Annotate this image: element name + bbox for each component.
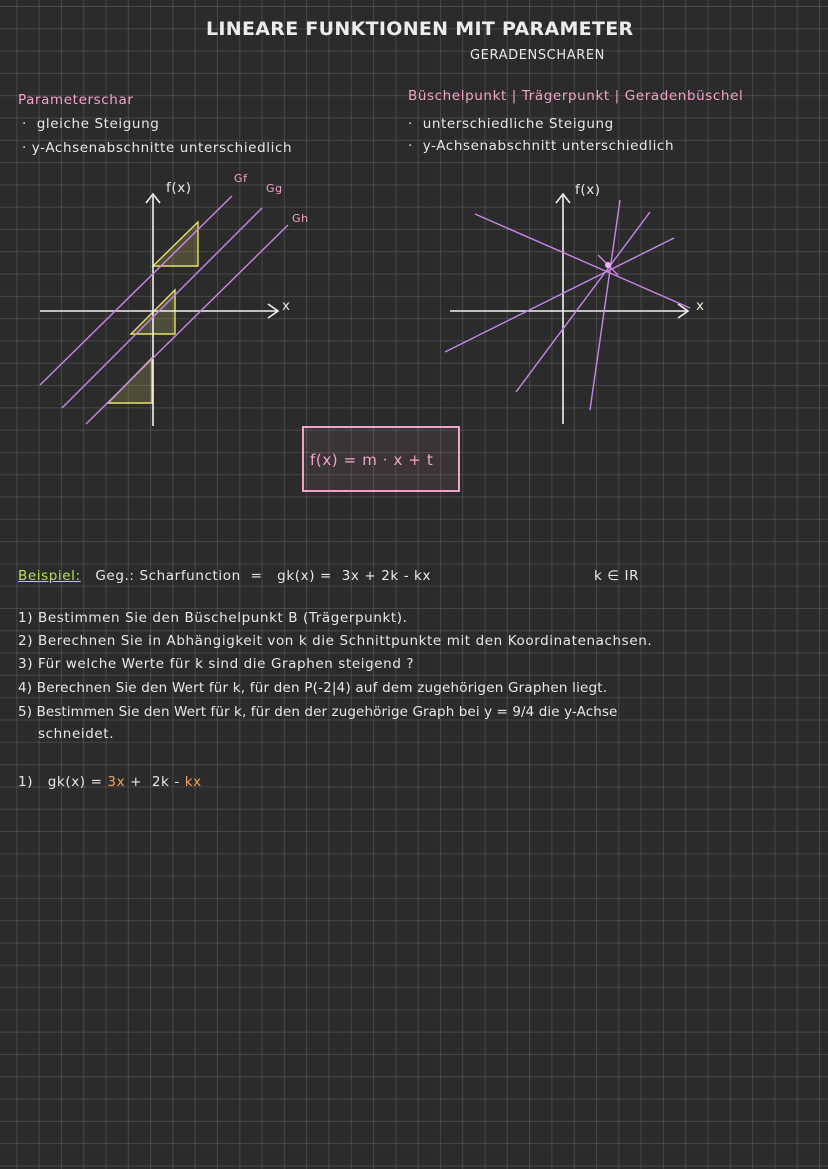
left-x-axis-label: x [282, 298, 291, 314]
heading-separator: | [511, 88, 517, 104]
example-function-lhs: gk(x) [277, 568, 316, 584]
task-number: 1) [18, 610, 34, 626]
bueschelpunkt-marker [605, 262, 611, 268]
right-bullet-1-text: unterschiedliche Steigung [422, 116, 614, 132]
example-label: Beispiel: [18, 568, 81, 584]
example-domain: k ∈ IR [594, 568, 640, 584]
example-function-rhs: 3x + 2k - kx [341, 568, 432, 584]
formula-lhs: f(x) [310, 451, 339, 469]
solution-minus: - [174, 774, 180, 790]
task-3 [18, 656, 414, 672]
left-y-axis-label: f(x) [166, 180, 192, 196]
left-heading: Parameterschar [18, 92, 134, 108]
task-4 [18, 680, 607, 696]
label-gg: Gg [266, 182, 283, 195]
pencil-line-4 [590, 200, 620, 410]
heading-bueschelpunkt: Büschelpunkt [408, 88, 507, 104]
page-title: LINEARE FUNKTIONEN MIT PARAMETER [206, 18, 634, 40]
task-number: 3) [18, 656, 34, 672]
example-given: Geg.: Scharfunction [95, 568, 241, 584]
heading-traegerpunkt: Trägerpunkt [521, 88, 610, 104]
task-text: Bestimmen Sie den Büschelpunkt B (Trägerpunkt). [37, 610, 408, 626]
left-bullet-2-text: y-Achsenabschnitte unterschiedlich [31, 140, 293, 156]
formula-eq: = [343, 451, 357, 469]
example-line [18, 568, 431, 584]
right-x-axis-label: x [696, 298, 705, 314]
solution-term-2k: 2k [151, 774, 170, 790]
task-2 [18, 633, 652, 649]
task-5-continued [38, 726, 114, 742]
slope-triangle-1 [153, 222, 198, 266]
right-bullet-2: · y-Achsenabschnitt unterschiedlich [408, 138, 675, 154]
example-eq2: = [320, 568, 332, 584]
solution-plus: + [130, 774, 143, 790]
task-number: 5) [18, 704, 33, 720]
heading-separator: | [614, 88, 620, 104]
task-text: Berechnen Sie in Abhängigkeit von k die Schnittpunkte mit den Koordinatenachsen. [37, 633, 653, 649]
line-gf [40, 196, 232, 385]
solution-1 [18, 774, 202, 790]
task-number: 4) [18, 680, 33, 696]
task-5 [18, 704, 617, 720]
right-bullet-2-text: y-Achsenabschnitt unterschiedlich [422, 138, 675, 154]
solution-lhs: gk(x) [47, 774, 86, 790]
task-text: Bestimmen Sie den Wert für k, für den der zugehörige Graph bei y = 9/4 die y-Achse [36, 704, 618, 720]
right-y-axis-label: f(x) [575, 182, 601, 198]
solution-eq: = [90, 774, 103, 790]
pencil-line-2 [445, 238, 674, 352]
pencil-line-1 [475, 214, 690, 308]
example-eq1: = [250, 568, 263, 584]
left-bullet-1-text: gleiche Steigung [36, 116, 160, 132]
line-gg [62, 208, 262, 408]
pencil-line-3 [516, 212, 650, 392]
task-text: schneidet. [38, 726, 115, 742]
heading-geradenbueschel: Geradenbüschel [624, 88, 744, 104]
left-bullet-2: · y-Achsenabschnitte unterschiedlich [22, 140, 293, 156]
formula-rhs: m · x + t [362, 451, 434, 469]
label-gf: Gf [234, 172, 248, 185]
left-bullet-1: · gleiche Steigung [22, 116, 160, 132]
solution-term-3x: 3x [107, 774, 126, 790]
page-subtitle: GERADENSCHAREN [470, 48, 606, 63]
solution-term-kx: kx [184, 774, 202, 790]
task-number: 2) [18, 633, 34, 649]
solution-number: 1) [18, 774, 34, 790]
label-gh: Gh [292, 212, 309, 225]
task-1 [18, 610, 408, 626]
general-formula [310, 451, 433, 469]
right-bullet-1: · unterschiedliche Steigung [408, 116, 614, 132]
task-text: Berechnen Sie den Wert für k, für den P(-2|4) auf dem zugehörigen Graphen liegt. [36, 680, 608, 696]
task-text: Für welche Werte für k sind die Graphen steigend ? [37, 656, 415, 672]
